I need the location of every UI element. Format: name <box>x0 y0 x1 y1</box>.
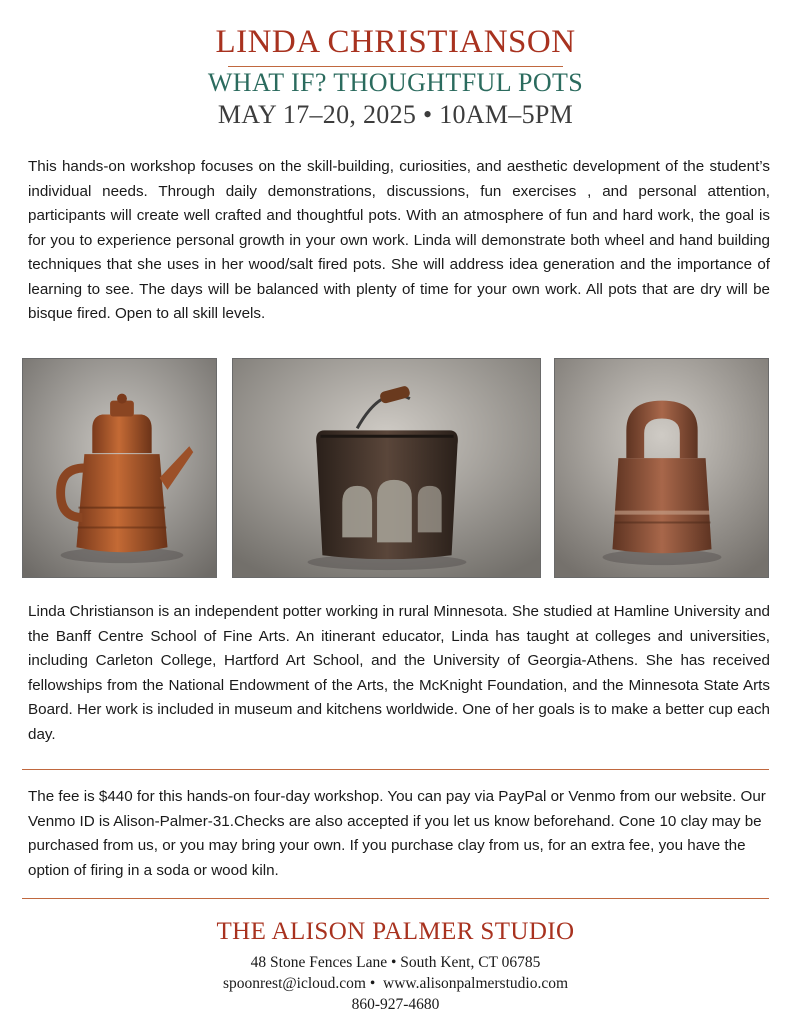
workshop-dates: MAY 17–20, 2025 • 10AM–5PM <box>217 100 574 129</box>
section-divider <box>22 769 769 770</box>
studio-phone: 860-927-4680 <box>351 996 440 1013</box>
workshop-subtitle: WHAT IF? THOUGHTFUL POTS <box>207 68 584 97</box>
teapot-photo <box>22 358 217 578</box>
handled-jar-photo <box>554 358 769 578</box>
studio-email[interactable]: spoonrest@icloud.com <box>222 975 366 992</box>
workshop-description: This hands-on workshop focuses on the skill-building, curiosities, and aesthetic development of the student’s individual needs. Through daily demonstrations, discussions, fun exercises , and personal attention, participants will create well crafted and thoughtful pots. With an atmosphere of fun and hard work, the goal is for you to experience personal growth in your own work. Linda will demonstrate both wheel and hand building techniques that she uses in her wood/salt fired pots. She will address idea generation and the importance of learning to see. The days will be balanced with plenty of time for your own work. All pots that are dry will be bisque fired. Open to all skill levels. <box>28 158 770 322</box>
workshop-title: LINDA CHRISTIANSON <box>215 24 576 60</box>
fee-details: The fee is $440 for this hands-on four-day workshop. You can pay via PayPal or Venmo from our website. Our Venmo ID is Alison-Palmer-31.Checks are also accepted if you let us know beforehand. Cone 10 clay may be purchased from us, or you may bring your own. If you purchase clay from us, for an extra fee, you have the option of firing in a soda or wood kiln. <box>28 788 766 879</box>
contact-separator: • <box>365 975 384 992</box>
title-divider <box>228 66 563 67</box>
studio-contact-line <box>0 975 791 993</box>
studio-name: THE ALISON PALMER STUDIO <box>216 918 575 945</box>
studio-website[interactable]: www.alisonpalmerstudio.com <box>383 975 569 992</box>
section-divider <box>22 898 769 899</box>
studio-address: 48 Stone Fences Lane • South Kent, CT 06785 <box>250 954 541 971</box>
artist-bio: Linda Christianson is an independent potter working in rural Minnesota. She studied at Hamline University and the Banff Centre School of Fine Arts. An itinerant educator, Linda has taught at colleges and universities, including Carleton College, Hartford Art School, and the University of Georgia-Athens. She has received fellowships from the National Endowment of the Arts, the McKnight Foundation, and the Minnesota State Arts Board. Her work is included in museum and kitchens worldwide. One of her goals is to make a better cup each day. <box>28 603 770 743</box>
basket-photo <box>232 358 541 578</box>
